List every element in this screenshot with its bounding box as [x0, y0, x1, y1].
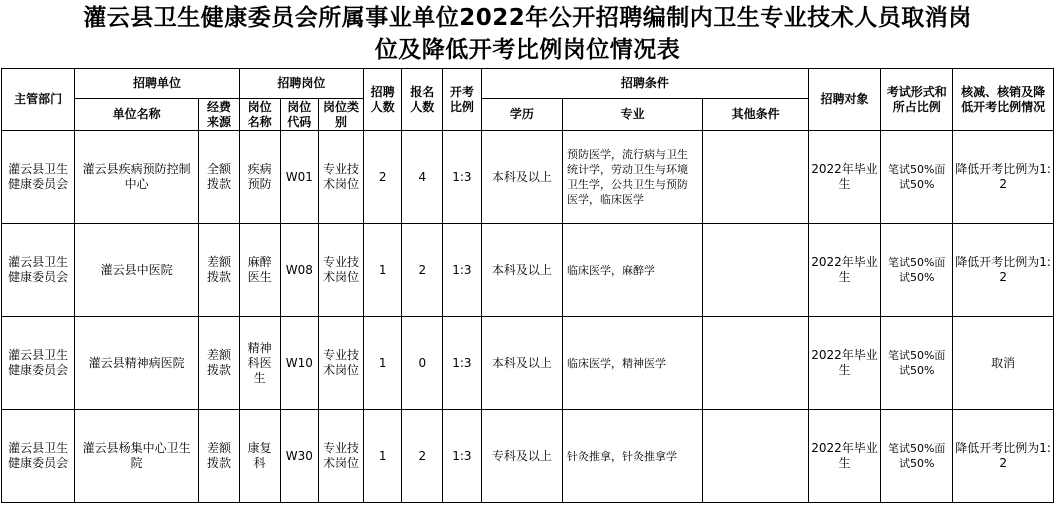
table-row [2, 410, 1054, 503]
row-applicants: 2 [402, 410, 443, 503]
row-target: 2022年毕业生 [808, 317, 880, 410]
row-post-name: 精神科医生 [239, 317, 280, 410]
row-post-type: 专业技术岗位 [319, 317, 364, 410]
page-title [0, 0, 1055, 68]
table-row [2, 131, 1054, 224]
row-post-code: W30 [280, 410, 319, 503]
row-major: 临床医学，精神医学 [563, 317, 703, 410]
row-post-code: W08 [280, 224, 319, 317]
row-post-type: 专业技术岗位 [319, 131, 364, 224]
row-post-type: 专业技术岗位 [319, 410, 364, 503]
row-exam: 笔试50%面试50% [881, 317, 953, 410]
row-other [703, 410, 809, 503]
header-post-name: 岗位名称 [239, 99, 280, 131]
row-major: 预防医学，流行病与卫生统计学，劳动卫生与环境卫生学，公共卫生与预防医学，临床医学 [563, 131, 703, 224]
header-cond-group: 招聘条件 [481, 69, 808, 99]
header-hire-count: 招聘人数 [363, 69, 402, 131]
title-line-1: 灌云县卫生健康委员会所属事业单位2022年公开招聘编制内卫生专业技术人员取消岗 [83, 5, 972, 31]
row-unit: 灌云县中医院 [75, 224, 199, 317]
row-ratio: 1:3 [443, 224, 482, 317]
row-result: 降低开考比例为1:2 [953, 410, 1054, 503]
header-target: 招聘对象 [808, 69, 880, 131]
row-unit: 灌云县杨集中心卫生院 [75, 410, 199, 503]
row-hire-count: 1 [363, 224, 402, 317]
row-ratio: 1:3 [443, 131, 482, 224]
row-applicants: 4 [402, 131, 443, 224]
header-result: 核减、核销及降低开考比例情况 [953, 69, 1054, 131]
header-post-code: 岗位代码 [280, 99, 319, 131]
header-post-type: 岗位类别 [319, 99, 364, 131]
row-other [703, 317, 809, 410]
row-other [703, 224, 809, 317]
header-unit-group: 招聘单位 [75, 69, 240, 99]
header-funding: 经费来源 [199, 99, 240, 131]
row-applicants: 2 [402, 224, 443, 317]
row-target: 2022年毕业生 [808, 224, 880, 317]
title-line-2: 位及降低开考比例岗位情况表 [374, 37, 681, 63]
header-other: 其他条件 [703, 99, 809, 131]
row-hire-count: 1 [363, 317, 402, 410]
row-funding: 差额拨款 [199, 224, 240, 317]
header-applicants: 报名人数 [402, 69, 443, 131]
row-post-code: W10 [280, 317, 319, 410]
header-dept: 主管部门 [2, 69, 75, 131]
row-exam: 笔试50%面试50% [881, 410, 953, 503]
positions-table [1, 68, 1054, 503]
header-post-group: 招聘岗位 [239, 69, 363, 99]
row-other [703, 131, 809, 224]
row-funding: 全额拨款 [199, 131, 240, 224]
row-dept: 灌云县卫生健康委员会 [2, 224, 75, 317]
row-hire-count: 1 [363, 410, 402, 503]
row-unit: 灌云县精神病医院 [75, 317, 199, 410]
header-row-1 [2, 69, 1054, 99]
row-post-type: 专业技术岗位 [319, 224, 364, 317]
row-education: 本科及以上 [481, 131, 562, 224]
row-exam: 笔试50%面试50% [881, 131, 953, 224]
row-dept: 灌云县卫生健康委员会 [2, 317, 75, 410]
header-education: 学历 [481, 99, 562, 131]
row-ratio: 1:3 [443, 410, 482, 503]
row-ratio: 1:3 [443, 317, 482, 410]
row-target: 2022年毕业生 [808, 131, 880, 224]
table-body [2, 131, 1054, 503]
row-funding: 差额拨款 [199, 410, 240, 503]
row-target: 2022年毕业生 [808, 410, 880, 503]
row-result: 取消 [953, 317, 1054, 410]
row-result: 降低开考比例为1:2 [953, 224, 1054, 317]
row-education: 本科及以上 [481, 224, 562, 317]
header-exam: 考试形式和所占比例 [881, 69, 953, 131]
header-unit-name: 单位名称 [75, 99, 199, 131]
row-exam: 笔试50%面试50% [881, 224, 953, 317]
row-dept: 灌云县卫生健康委员会 [2, 410, 75, 503]
row-funding: 差额拨款 [199, 317, 240, 410]
row-post-name: 疾病预防 [239, 131, 280, 224]
row-education: 专科及以上 [481, 410, 562, 503]
header-ratio: 开考比例 [443, 69, 482, 131]
row-post-name: 康复科 [239, 410, 280, 503]
row-post-code: W01 [280, 131, 319, 224]
row-result: 降低开考比例为1:2 [953, 131, 1054, 224]
row-education: 本科及以上 [481, 317, 562, 410]
row-hire-count: 2 [363, 131, 402, 224]
row-major: 临床医学，麻醉学 [563, 224, 703, 317]
row-major: 针灸推拿，针灸推拿学 [563, 410, 703, 503]
header-major: 专业 [563, 99, 703, 131]
row-post-name: 麻醉医生 [239, 224, 280, 317]
table-row [2, 224, 1054, 317]
row-unit: 灌云县疾病预防控制中心 [75, 131, 199, 224]
row-dept: 灌云县卫生健康委员会 [2, 131, 75, 224]
row-applicants: 0 [402, 317, 443, 410]
table-row [2, 317, 1054, 410]
